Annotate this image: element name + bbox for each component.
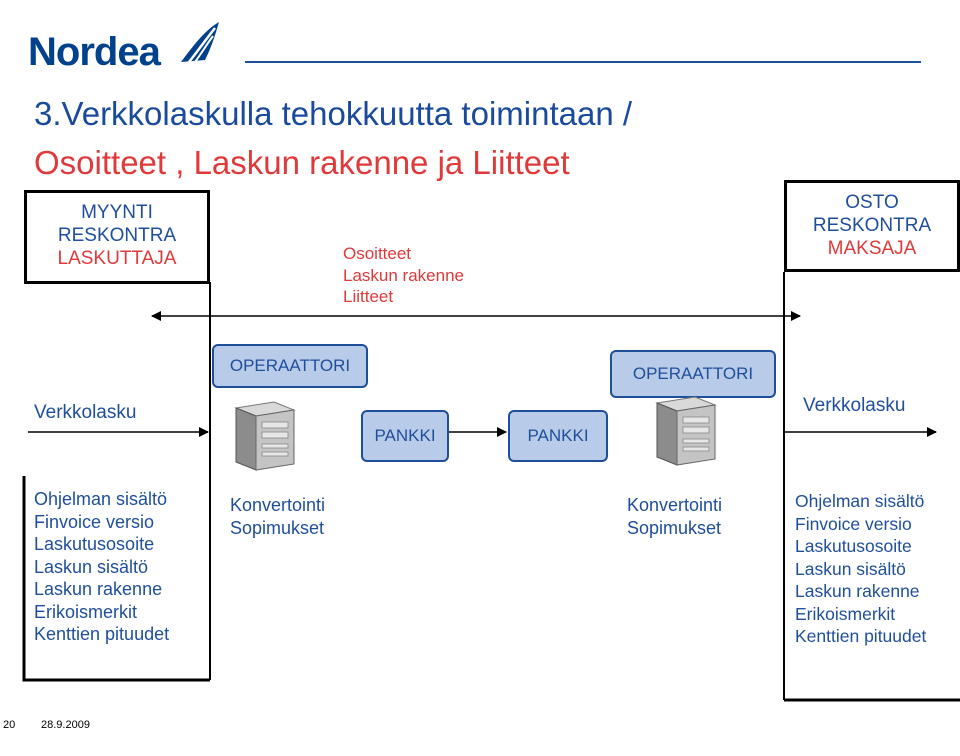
list-item: Erikoismerkit <box>34 601 138 622</box>
list-item: Ohjelman sisältö <box>34 489 168 509</box>
seller-line1: MYYNTI <box>81 202 153 223</box>
bank-right-box <box>508 410 608 462</box>
right-requirements-list <box>795 490 926 648</box>
topic-structure: Laskun rakenne <box>343 265 464 285</box>
conversion-right-line2: Sopimukset <box>627 517 722 538</box>
list-item: Laskun rakenne <box>34 579 163 599</box>
operator-right-label: OPERAATTORI <box>632 364 754 383</box>
operator-right-box <box>610 350 776 398</box>
list-item: Finvoice versio <box>795 513 912 534</box>
operator-left-box <box>212 344 368 388</box>
bank-left-box <box>361 410 449 462</box>
conversion-left-line1: Konvertointi <box>230 495 326 515</box>
bank-left-label: PANKKI <box>374 426 436 445</box>
left-requirements-list <box>34 488 169 646</box>
conversion-left-line2: Sopimukset <box>230 517 325 538</box>
server-left-icon <box>234 400 296 472</box>
operator-left-label: OPERAATTORI <box>229 356 351 375</box>
topic-attachments: Liitteet <box>343 287 394 306</box>
list-item: Laskutusosoite <box>795 536 912 556</box>
buyer-line1: OSTO <box>845 192 899 213</box>
conversion-right <box>627 494 722 539</box>
right-invoice-label: Verkkolasku <box>803 395 906 416</box>
topic-addresses: Osoitteet <box>343 244 412 263</box>
buyer-line3: MAKSAJA <box>827 238 917 259</box>
list-item: Kenttien pituudet <box>34 624 170 644</box>
list-item: Laskun rakenne <box>795 581 920 601</box>
list-item: Erikoismerkit <box>795 603 896 624</box>
page-subtitle: Osoitteet , Laskun rakenne ja Liitteet <box>34 144 570 181</box>
conversion-right-line1: Konvertointi <box>627 495 723 515</box>
seller-line2: RESKONTRA <box>57 225 177 246</box>
list-item: Finvoice versio <box>34 511 155 532</box>
page-number: 20 <box>3 719 16 731</box>
logo-text: Nordea <box>28 30 160 74</box>
bank-right-label: PANKKI <box>527 426 589 445</box>
list-item: Laskun sisältö <box>34 556 149 577</box>
footer-date: 28.9.2009 <box>41 719 90 731</box>
server-right-icon <box>655 395 717 467</box>
list-item: Laskutusosoite <box>34 534 155 554</box>
list-item: Laskun sisältö <box>795 558 906 579</box>
list-item: Kenttien pituudet <box>795 626 927 646</box>
left-invoice-label: Verkkolasku <box>34 402 137 423</box>
buyer-line2: RESKONTRA <box>812 215 932 236</box>
page-title: 3.Verkkolaskulla tehokkuutta toimintaan / <box>34 95 633 132</box>
list-item: Ohjelman sisältö <box>795 491 925 511</box>
seller-line3: LASKUTTAJA <box>57 248 177 269</box>
conversion-left <box>230 494 325 539</box>
